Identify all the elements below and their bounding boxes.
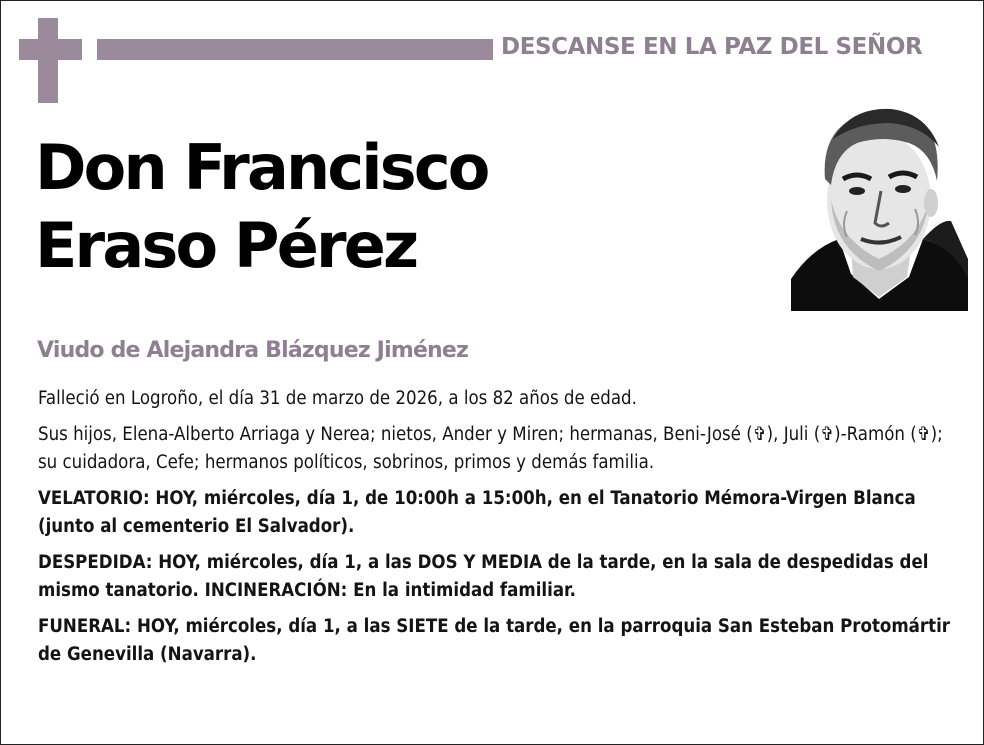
widow-subtitle: Viudo de Alejandra Blázquez Jiménez [37,338,469,363]
header-banner-text: DESCANSE EN LA PAZ DEL SEÑOR [501,34,923,60]
deceased-name-line2: Eraso Pérez [35,209,417,282]
cross-icon-bar [19,39,82,60]
obituary-body [38,385,963,677]
cross-icon [38,18,58,103]
portrait-photo [791,99,968,311]
deceased-name [35,129,775,285]
header-band [97,39,493,60]
wake-paragraph: VELATORIO: HOY, miércoles, día 1, de 10:00h a 15:00h, en el Tanatorio Mémora-Virgen Blanca (junto al cementerio El Salvador). [38,488,916,537]
death-notice-paragraph: Falleció en Logroño, el día 31 de marzo de 2026, a los 82 años de edad. [38,388,637,409]
farewell-paragraph: DESPEDIDA: HOY, miércoles, día 1, a las DOS Y MEDIA de la tarde, en la sala de despedidas del mismo tanatorio. INCINERACIÓN: En la intimidad familiar. [38,552,929,601]
family-paragraph: Sus hijos, Elena-Alberto Arriaga y Nerea; nietos, Ander y Miren; hermanas, Beni-José (✞), Juli (✞)-Ramón (✞); su cuidadora, Cefe; hermanos políticos, sobrinos, primos y demás familia. [38,424,943,473]
funeral-paragraph: FUNERAL: HOY, miércoles, día 1, a las SIETE de la tarde, en la parroquia San Esteban Protomártir de Genevilla (Navarra). [38,616,950,665]
deceased-name-line1: Don Francisco [35,131,488,204]
